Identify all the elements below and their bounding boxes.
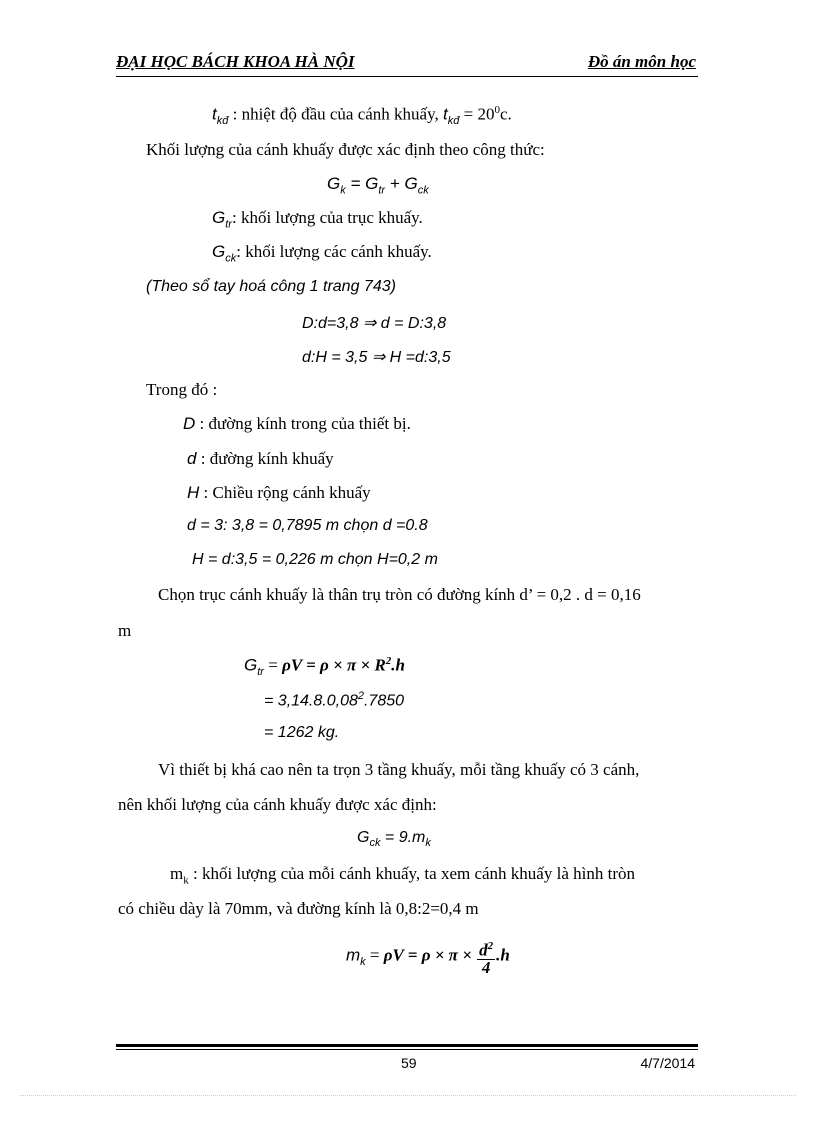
equation-gk: $G_k = G_{tr} + G_{ck}$: [327, 174, 429, 197]
line-reference: (Theo sổ tay hoá công 1 trang 743): [146, 278, 396, 295]
page-edge-dots: [20, 1095, 796, 1096]
equation-gck: $G_{ck} = 9.m_k$: [357, 829, 431, 850]
line-dk-def: d : đường kính khuấy: [187, 449, 334, 468]
footer-rule-thick: [116, 1044, 698, 1047]
line-stages: Vì thiết bị khá cao nên ta trọn 3 tầng khuấy, mỗi tầng khuấy có 3 cánh,: [158, 760, 640, 779]
equation-dh: d:H = 3,5 ⇒ H =d:3,5: [302, 349, 451, 366]
line-gck-def: $G_{ck}$: khối lượng các cánh khuấy.: [212, 242, 432, 265]
line-d-def: D : đường kính trong của thiết bị.: [183, 414, 411, 433]
line-thickness: có chiều dày là 70mm, và đường kính là 0,8:2=0,4 m: [118, 899, 479, 918]
line-h-def: H : Chiều rộng cánh khuấy: [187, 483, 371, 502]
header-rule: [116, 76, 698, 77]
line-gtr-def: $G_{tr}$: khối lượng của trục khuấy.: [212, 208, 423, 231]
footer-date: 4/7/2014: [640, 1055, 695, 1071]
equation-gtr: $G_{tr} = \rho V = \rho \times \pi \times R^2.h$: [244, 655, 406, 679]
line-h-calc: H = d:3,5 = 0,226 m chọn H=0,2 m: [192, 551, 438, 568]
line-shaft-cont: m: [118, 621, 132, 640]
page-number: 59: [401, 1055, 417, 1071]
equation-gtr-sub: = $3,14.8.0,08^2.7850$: [264, 690, 405, 710]
equation-gtr-result: = 1262 kg.: [264, 724, 340, 741]
line-mass-intro: Khối lượng của cánh khuấy được xác định theo công thức:: [146, 140, 545, 159]
line-stages-cont: nên khối lượng của cánh khuấy được xác định:: [118, 795, 437, 814]
line-d-calc: d = 3: 3,8 = 0,7895 m chọn d =0.8: [187, 517, 428, 534]
line-mk-def: $m_k$ : khối lượng của mỗi cánh khuấy, ta xem cánh khuấy là hình tròn: [170, 864, 635, 887]
equation-dd: D:d=3,8 ⇒ d = D:3,8: [302, 315, 447, 332]
fraction: $\frac{d^2}{4}$: [479, 940, 494, 977]
line-tkd: $t_{kđ}$ : nhiệt độ đầu của cánh khuấy, $t_{kđ} = 20^0c$.: [212, 104, 512, 128]
line-where: Trong đó :: [146, 380, 218, 399]
footer-rule-thin: [116, 1049, 698, 1050]
line-shaft: Chọn trục cánh khuấy là thân trụ tròn có đường kính d’ = 0,2 . d = 0,16: [158, 585, 641, 604]
equation-mk: $m_k = \rho V = \rho \times \pi$ × $\frac{d^2}{4}$ .h: [346, 940, 510, 977]
header-course: Đồ án môn học: [587, 52, 696, 71]
header-university: ĐẠI HỌC BÁCH KHOA HÀ NỘI: [116, 52, 355, 71]
